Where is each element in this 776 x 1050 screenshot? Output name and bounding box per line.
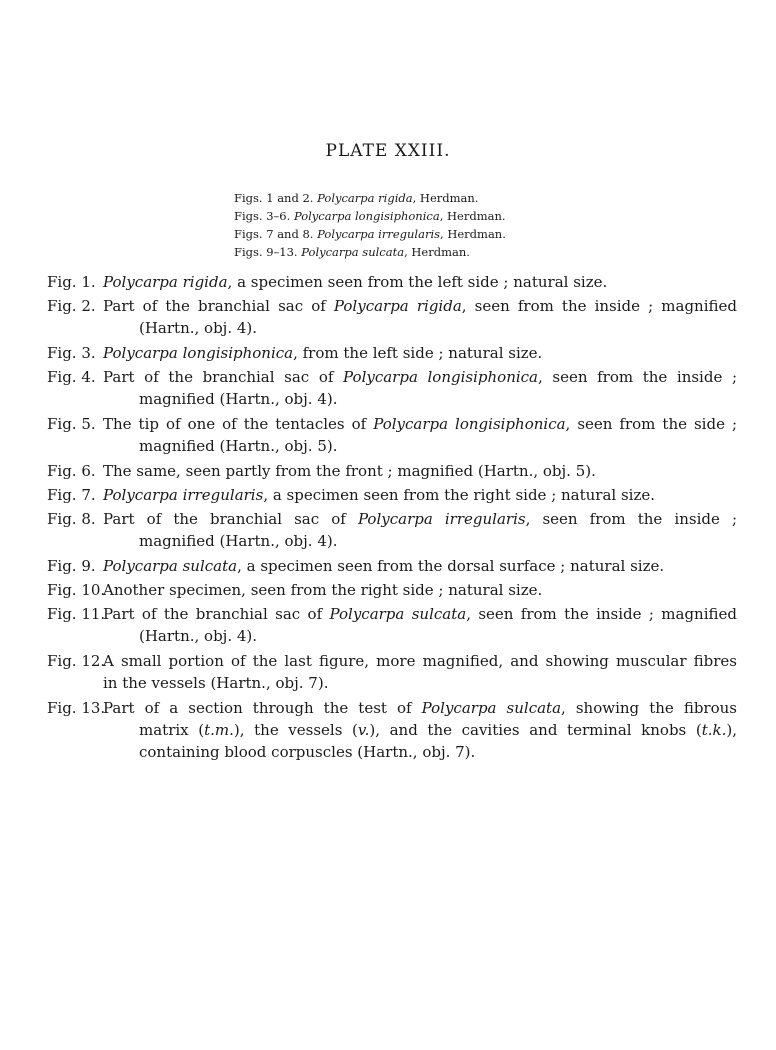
caption-text: Part of a section through the test of (103, 699, 422, 717)
caption-fig-7 (47, 484, 737, 506)
caption-text: , a specimen seen from the dorsal surface ; natural size. (237, 557, 665, 575)
summary-author: , Herdman. (440, 227, 506, 241)
caption-text: , from the left side ; natural size. (293, 344, 543, 362)
caption-text: , seen from the side ; (565, 415, 738, 433)
caption-text: ), (726, 721, 738, 739)
caption-fig-2 (47, 295, 737, 339)
caption-text: The tip of one of the tentacles of (103, 415, 374, 433)
caption-number: Fig. 7. (47, 486, 96, 504)
caption-text: Part of the branchial sac of (103, 510, 358, 528)
caption-text: , a specimen seen from the left side ; natural size. (227, 273, 608, 291)
caption-fig-9 (47, 555, 737, 577)
caption-species: Polycarpa sulcata (421, 699, 562, 717)
caption-species: Polycarpa sulcata (103, 557, 238, 575)
caption-number: Fig. 8. (47, 510, 96, 528)
figure-captions (47, 271, 737, 766)
summary-line (234, 189, 506, 207)
caption-number: Fig. 12. (47, 652, 106, 670)
caption-text: A small portion of the last figure, more magnified, and showing muscular fibres (103, 652, 737, 670)
summary-line (234, 225, 506, 243)
summary-species: Polycarpa rigida (317, 191, 413, 205)
caption-continuation: (Hartn., obj. 4). (139, 627, 258, 645)
caption-species: Polycarpa sulcata (329, 605, 467, 623)
caption-text: Part of the branchial sac of (103, 605, 330, 623)
label-tk: t.k. (701, 721, 727, 739)
summary-author: , Herdman. (404, 245, 470, 259)
caption-text: matrix ( (139, 721, 205, 739)
caption-species: Polycarpa longisiphonica (373, 415, 566, 433)
caption-text: , a specimen seen from the right side ; natural size. (263, 486, 656, 504)
caption-text: Part of the branchial sac of (103, 297, 334, 315)
caption-text: , showing the fibrous (561, 699, 737, 717)
caption-species: Polycarpa irregularis (103, 486, 264, 504)
caption-fig-11 (47, 603, 737, 647)
caption-text: Another specimen, seen from the right side ; natural size. (103, 581, 543, 599)
summary-figs: Figs. 9–13. (234, 245, 298, 259)
summary-figs: Figs. 3–6. (234, 209, 291, 223)
summary-line (234, 243, 506, 261)
caption-number: Fig. 6. (47, 462, 96, 480)
caption-species: Polycarpa longisiphonica (103, 344, 294, 362)
summary-author: , Herdman. (412, 191, 479, 205)
summary-species: Polycarpa longisiphonica (293, 209, 440, 223)
caption-species: Polycarpa rigida (333, 297, 462, 315)
caption-fig-5 (47, 413, 737, 457)
caption-text: , seen from the inside ; magnified (466, 605, 737, 623)
plate-title: PLATE XXIII. (325, 141, 451, 161)
caption-number: Fig. 2. (47, 297, 96, 315)
caption-number: Fig. 3. (47, 344, 96, 362)
caption-text: The same, seen partly from the front ; magnified (Hartn., obj. 5). (103, 462, 596, 480)
caption-species: Polycarpa irregularis (357, 510, 526, 528)
caption-text: , seen from the inside ; magnified (461, 297, 737, 315)
summary-figs: Figs. 7 and 8. (234, 227, 314, 241)
caption-fig-12 (47, 650, 737, 694)
summary-line (234, 207, 506, 225)
summary-species: Polycarpa irregularis (317, 227, 441, 241)
label-v: v. (357, 721, 370, 739)
caption-species: Polycarpa rigida (103, 273, 228, 291)
caption-fig-3 (47, 342, 737, 364)
caption-number: Fig. 11. (47, 605, 106, 623)
caption-species: Polycarpa longisiphonica (343, 368, 538, 386)
summary-figs: Figs. 1 and 2. (234, 191, 314, 205)
caption-continuation: containing blood corpuscles (Hartn., obj. 7). (139, 743, 476, 761)
caption-text: , seen from the inside ; (525, 510, 737, 528)
caption-fig-4 (47, 366, 737, 410)
summary-author: , Herdman. (439, 209, 506, 223)
caption-continuation: (Hartn., obj. 4). (139, 319, 258, 337)
caption-text: Part of the branchial sac of (103, 368, 344, 386)
caption-fig-1 (47, 271, 737, 293)
caption-number: Fig. 5. (47, 415, 96, 433)
caption-number: Fig. 10. (47, 581, 106, 599)
caption-number: Fig. 1. (47, 273, 96, 291)
caption-text: , seen from the inside ; (538, 368, 738, 386)
caption-number: Fig. 4. (47, 368, 96, 386)
caption-fig-13 (47, 697, 737, 763)
caption-number: Fig. 13. (47, 699, 106, 717)
caption-fig-8 (47, 508, 737, 552)
caption-text: ), the vessels ( (233, 721, 358, 739)
caption-continuation: magnified (Hartn., obj. 5). (139, 437, 338, 455)
caption-fig-6 (47, 460, 737, 482)
caption-fig-10 (47, 579, 737, 601)
caption-continuation: magnified (Hartn., obj. 4). (139, 532, 338, 550)
summary-species: Polycarpa sulcata (301, 245, 405, 259)
label-tm: t.m. (204, 721, 234, 739)
figure-summary (234, 189, 506, 261)
caption-text: ), and the cavities and terminal knobs ( (369, 721, 702, 739)
caption-continuation: in the vessels (Hartn., obj. 7). (103, 674, 329, 692)
caption-continuation: magnified (Hartn., obj. 4). (139, 390, 338, 408)
caption-number: Fig. 9. (47, 557, 96, 575)
